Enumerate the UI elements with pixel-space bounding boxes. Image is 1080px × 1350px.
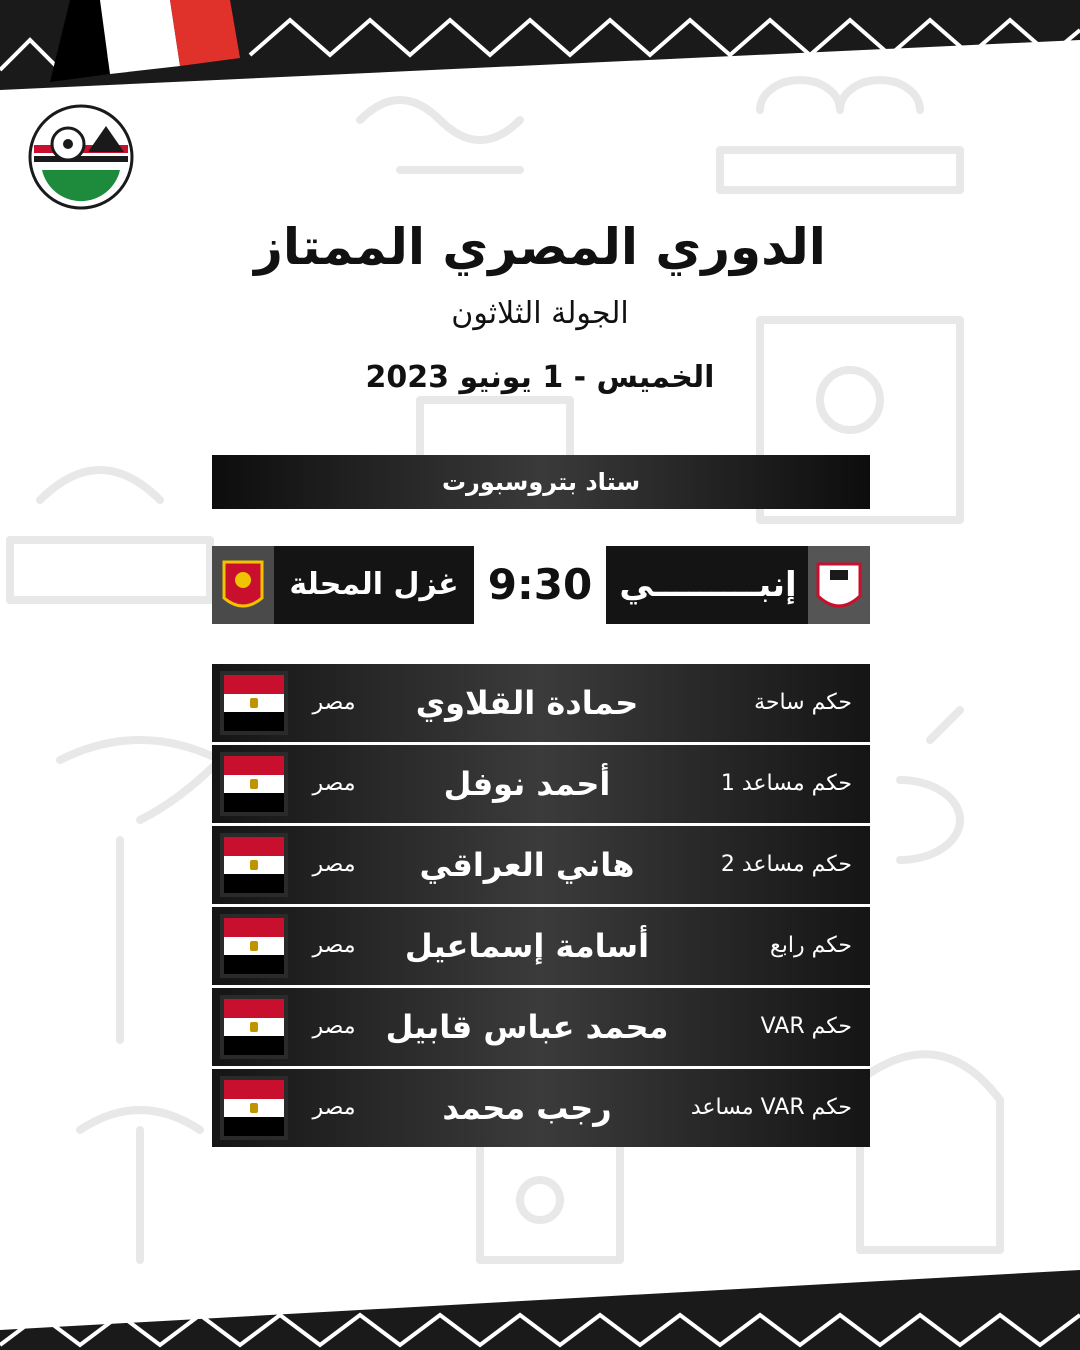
federation-logo [28, 104, 134, 210]
referee-country: مصر [312, 852, 356, 877]
referee-name: أسامة إسماعيل [404, 927, 650, 965]
referee-role: حكم VAR [760, 1014, 852, 1039]
referee-country: مصر [312, 690, 356, 715]
ghazl-el-mahalla-crest-icon [212, 546, 274, 624]
home-crest [808, 546, 870, 624]
egypt-flag-icon [220, 833, 288, 897]
egypt-flag-icon [220, 1076, 288, 1140]
referee-row [212, 1069, 870, 1147]
away-crest [212, 546, 274, 624]
referee-role: حكم رابع [770, 933, 852, 958]
enppi-crest-icon [808, 546, 870, 624]
egypt-flag-icon [220, 671, 288, 735]
referee-list [212, 664, 870, 1150]
round-label: الجولة الثلاثون [451, 296, 629, 331]
referee-name: أحمد نوفل [443, 765, 611, 803]
bottom-pattern-band [0, 1270, 1080, 1350]
referee-role: حكم مساعد 2 [720, 852, 852, 877]
referee-country: مصر [312, 1095, 356, 1120]
referee-role: حكم VAR مساعد [690, 1095, 852, 1120]
egypt-flag-icon [220, 995, 288, 1059]
league-title: الدوري المصري الممتاز [254, 218, 826, 276]
top-pattern-band [0, 0, 1080, 90]
referee-name: هاني العراقي [419, 846, 635, 884]
home-team: إنبـــــــــي [619, 565, 797, 605]
match-bar [212, 546, 870, 624]
referee-country: مصر [312, 933, 356, 958]
egypt-flag-icon [220, 752, 288, 816]
referee-name: محمد عباس قابيل [385, 1008, 669, 1046]
referee-country: مصر [312, 1014, 356, 1039]
kickoff-time: 9:30 [474, 546, 606, 624]
referee-row [212, 988, 870, 1066]
referee-country: مصر [312, 771, 356, 796]
referee-name: حمادة القلاوي [415, 684, 639, 722]
venue-bar: ستاد بتروسبورت [212, 455, 870, 509]
away-team: غزل المحلة [289, 567, 459, 602]
referee-row [212, 907, 870, 985]
referee-row [212, 826, 870, 904]
egyptian-fa-crest-icon [28, 104, 134, 210]
referee-name: رجب محمد [442, 1089, 612, 1127]
referee-role: حكم ساحة [754, 690, 852, 715]
referee-row [212, 664, 870, 742]
match-date: الخميس - 1 يونيو 2023 [365, 360, 715, 395]
referee-role: حكم مساعد 1 [720, 771, 852, 796]
referee-row [212, 745, 870, 823]
egypt-flag-icon [220, 914, 288, 978]
